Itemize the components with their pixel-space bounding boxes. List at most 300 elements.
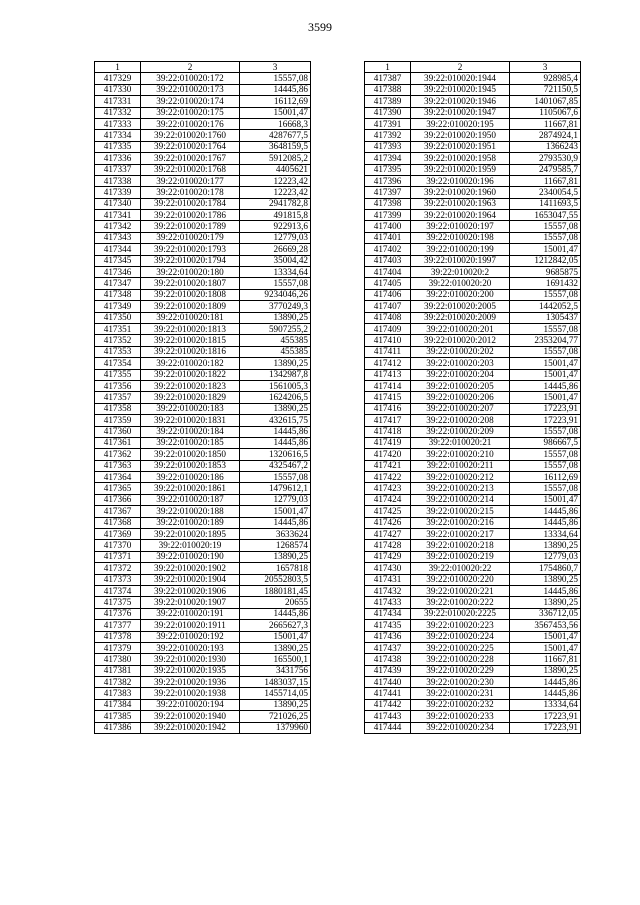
table-row: [95, 323, 311, 334]
value-cell: 1653047,55: [510, 210, 581, 221]
table-row: [365, 210, 581, 221]
cadastral-number-cell: 39:22:010020:228: [411, 654, 510, 665]
cadastral-number-cell: 39:22:010020:216: [411, 517, 510, 528]
table-row: [95, 540, 311, 551]
table-row: [365, 380, 581, 391]
table-row: [365, 267, 581, 278]
table-row: [95, 84, 311, 95]
table-row: [365, 665, 581, 676]
value-cell: 165500,1: [240, 654, 311, 665]
value-cell: 15557,08: [510, 323, 581, 334]
table-row: [95, 642, 311, 653]
cadastral-number-cell: 39:22:010020:189: [141, 517, 240, 528]
cadastral-number-cell: 39:22:010020:212: [411, 472, 510, 483]
cadastral-number-cell: 39:22:010020:1853: [141, 460, 240, 471]
row-number-cell: 417397: [365, 187, 411, 198]
table-row: [365, 403, 581, 414]
value-cell: 1880181,45: [240, 585, 311, 596]
row-number-cell: 417373: [95, 574, 141, 585]
cadastral-number-cell: 39:22:010020:1784: [141, 198, 240, 209]
row-number-cell: 417355: [95, 369, 141, 380]
cadastral-number-cell: 39:22:010020:1907: [141, 597, 240, 608]
table-row: [365, 153, 581, 164]
cadastral-number-cell: 39:22:010020:180: [141, 267, 240, 278]
value-cell: 721026,25: [240, 711, 311, 722]
cadastral-number-cell: 39:22:010020:185: [141, 437, 240, 448]
table-row: [365, 289, 581, 300]
row-number-cell: 417341: [95, 210, 141, 221]
table-row: [365, 529, 581, 540]
table-row: [95, 198, 311, 209]
value-cell: 1483037,15: [240, 677, 311, 688]
row-number-cell: 417363: [95, 460, 141, 471]
row-number-cell: 417382: [95, 677, 141, 688]
cadastral-number-cell: 39:22:010020:20: [411, 278, 510, 289]
table-row: [365, 415, 581, 426]
table-row: [365, 358, 581, 369]
cadastral-number-cell: 39:22:010020:181: [141, 312, 240, 323]
table-row: [365, 141, 581, 152]
table-row: [365, 677, 581, 688]
cadastral-number-cell: 39:22:010020:1813: [141, 323, 240, 334]
value-cell: 1105067,6: [510, 107, 581, 118]
right-table-body: [365, 62, 581, 734]
value-cell: 15001,47: [510, 392, 581, 403]
table-row: [365, 585, 581, 596]
table-row: [365, 96, 581, 107]
row-number-cell: 417389: [365, 96, 411, 107]
cadastral-number-cell: 39:22:010020:204: [411, 369, 510, 380]
table-row: [365, 711, 581, 722]
row-number-cell: 417374: [95, 585, 141, 596]
cadastral-number-cell: 39:22:010020:1944: [411, 73, 510, 84]
cadastral-number-cell: 39:22:010020:1960: [411, 187, 510, 198]
value-cell: 1379960: [240, 722, 311, 733]
table-row: [95, 312, 311, 323]
value-cell: 922913,6: [240, 221, 311, 232]
value-cell: 13890,25: [240, 403, 311, 414]
table-row: [95, 210, 311, 221]
value-cell: 17223,91: [510, 415, 581, 426]
cadastral-number-cell: 39:22:010020:198: [411, 232, 510, 243]
row-number-cell: 417398: [365, 198, 411, 209]
row-number-cell: 417411: [365, 346, 411, 357]
row-number-cell: 417444: [365, 722, 411, 733]
value-cell: 336712,05: [510, 608, 581, 619]
table-row: [365, 255, 581, 266]
cadastral-number-cell: 39:22:010020:1764: [141, 141, 240, 152]
value-cell: 1366243: [510, 141, 581, 152]
cadastral-number-cell: 39:22:010020:194: [141, 699, 240, 710]
table-row: [95, 301, 311, 312]
table-row: [95, 289, 311, 300]
cadastral-number-cell: 39:22:010020:223: [411, 620, 510, 631]
value-cell: 2793530,9: [510, 153, 581, 164]
cadastral-number-cell: 39:22:010020:177: [141, 175, 240, 186]
table-row: [365, 323, 581, 334]
cadastral-number-cell: 39:22:010020:1809: [141, 301, 240, 312]
table-row: [365, 107, 581, 118]
value-cell: 2665627,3: [240, 620, 311, 631]
value-cell: 14445,86: [510, 585, 581, 596]
table-row: [365, 494, 581, 505]
table-header-row: [365, 62, 581, 73]
cadastral-number-cell: 39:22:010020:1789: [141, 221, 240, 232]
value-cell: 455385: [240, 335, 311, 346]
table-row: [95, 278, 311, 289]
row-number-cell: 417403: [365, 255, 411, 266]
cadastral-number-cell: 39:22:010020:1808: [141, 289, 240, 300]
row-number-cell: 417434: [365, 608, 411, 619]
value-cell: 1212842,05: [510, 255, 581, 266]
cadastral-number-cell: 39:22:010020:199: [411, 244, 510, 255]
row-number-cell: 417395: [365, 164, 411, 175]
cadastral-number-cell: 39:22:010020:191: [141, 608, 240, 619]
row-number-cell: 417416: [365, 403, 411, 414]
table-row: [95, 722, 311, 733]
cadastral-number-cell: 39:22:010020:202: [411, 346, 510, 357]
table-row: [95, 608, 311, 619]
value-cell: 14445,86: [510, 688, 581, 699]
row-number-cell: 417329: [95, 73, 141, 84]
row-number-cell: 417432: [365, 585, 411, 596]
row-number-cell: 417435: [365, 620, 411, 631]
table-row: [95, 620, 311, 631]
cadastral-number-cell: 39:22:010020:196: [411, 175, 510, 186]
table-row: [365, 574, 581, 585]
value-cell: 1268574: [240, 540, 311, 551]
row-number-cell: 417365: [95, 483, 141, 494]
row-number-cell: 417380: [95, 654, 141, 665]
value-cell: 3567453,56: [510, 620, 581, 631]
value-cell: 14445,86: [240, 608, 311, 619]
cadastral-number-cell: 39:22:010020:211: [411, 460, 510, 471]
row-number-cell: 417361: [95, 437, 141, 448]
row-number-cell: 417425: [365, 506, 411, 517]
value-cell: 3648159,5: [240, 141, 311, 152]
row-number-cell: 417427: [365, 529, 411, 540]
value-cell: 2479585,7: [510, 164, 581, 175]
cadastral-number-cell: 39:22:010020:214: [411, 494, 510, 505]
cadastral-number-cell: 39:22:010020:178: [141, 187, 240, 198]
cadastral-number-cell: 39:22:010020:203: [411, 358, 510, 369]
table-row: [365, 187, 581, 198]
row-number-cell: 417345: [95, 255, 141, 266]
cadastral-number-cell: 39:22:010020:1930: [141, 654, 240, 665]
row-number-cell: 417400: [365, 221, 411, 232]
row-number-cell: 417426: [365, 517, 411, 528]
cadastral-number-cell: 39:22:010020:1935: [141, 665, 240, 676]
table-row: [95, 688, 311, 699]
table-row: [95, 654, 311, 665]
table-row: [365, 699, 581, 710]
row-number-cell: 417333: [95, 118, 141, 129]
value-cell: 14445,86: [240, 517, 311, 528]
value-cell: 1624206,5: [240, 392, 311, 403]
row-number-cell: 417370: [95, 540, 141, 551]
cadastral-number-cell: 39:22:010020:1767: [141, 153, 240, 164]
cadastral-number-cell: 39:22:010020:2009: [411, 312, 510, 323]
value-cell: 13890,25: [510, 574, 581, 585]
cadastral-number-cell: 39:22:010020:22: [411, 563, 510, 574]
table-row: [365, 460, 581, 471]
cadastral-number-cell: 39:22:010020:1829: [141, 392, 240, 403]
cadastral-number-cell: 39:22:010020:1938: [141, 688, 240, 699]
cadastral-number-cell: 39:22:010020:232: [411, 699, 510, 710]
cadastral-number-cell: 39:22:010020:1963: [411, 198, 510, 209]
value-cell: 15557,08: [510, 289, 581, 300]
value-cell: 986667,5: [510, 437, 581, 448]
row-number-cell: 417346: [95, 267, 141, 278]
row-number-cell: 417357: [95, 392, 141, 403]
row-number-cell: 417438: [365, 654, 411, 665]
row-number-cell: 417443: [365, 711, 411, 722]
value-cell: 15001,47: [510, 494, 581, 505]
table-row: [95, 677, 311, 688]
row-number-cell: 417386: [95, 722, 141, 733]
value-cell: 15557,08: [510, 460, 581, 471]
value-cell: 9234046,26: [240, 289, 311, 300]
cadastral-number-cell: 39:22:010020:219: [411, 551, 510, 562]
cadastral-number-cell: 39:22:010020:225: [411, 642, 510, 653]
cadastral-number-cell: 39:22:010020:1794: [141, 255, 240, 266]
row-number-cell: 417401: [365, 232, 411, 243]
row-number-cell: 417360: [95, 426, 141, 437]
cadastral-number-cell: 39:22:010020:205: [411, 380, 510, 391]
cadastral-number-cell: 39:22:010020:176: [141, 118, 240, 129]
row-number-cell: 417340: [95, 198, 141, 209]
table-row: [95, 711, 311, 722]
table-row: [365, 472, 581, 483]
value-cell: 13890,25: [240, 642, 311, 653]
value-cell: 5912085,2: [240, 153, 311, 164]
table-row: [95, 380, 311, 391]
table-row: [365, 540, 581, 551]
row-number-cell: 417429: [365, 551, 411, 562]
row-number-cell: 417356: [95, 380, 141, 391]
table-row: [95, 107, 311, 118]
row-number-cell: 417412: [365, 358, 411, 369]
row-number-cell: 417337: [95, 164, 141, 175]
row-number-cell: 417367: [95, 506, 141, 517]
cadastral-number-cell: 39:22:010020:213: [411, 483, 510, 494]
row-number-cell: 417344: [95, 244, 141, 255]
cadastral-number-cell: 39:22:010020:224: [411, 631, 510, 642]
value-cell: 11667,81: [510, 175, 581, 186]
row-number-cell: 417347: [95, 278, 141, 289]
row-number-cell: 417441: [365, 688, 411, 699]
value-cell: 13890,25: [240, 699, 311, 710]
column-header: 1: [365, 62, 411, 73]
cadastral-number-cell: 39:22:010020:19: [141, 540, 240, 551]
value-cell: 13890,25: [240, 312, 311, 323]
row-number-cell: 417336: [95, 153, 141, 164]
value-cell: 15001,47: [240, 107, 311, 118]
table-row: [365, 301, 581, 312]
row-number-cell: 417350: [95, 312, 141, 323]
table-row: [95, 563, 311, 574]
row-number-cell: 417351: [95, 323, 141, 334]
row-number-cell: 417409: [365, 323, 411, 334]
row-number-cell: 417393: [365, 141, 411, 152]
table-row: [365, 688, 581, 699]
row-number-cell: 417410: [365, 335, 411, 346]
value-cell: 16112,69: [240, 96, 311, 107]
table-row: [365, 335, 581, 346]
value-cell: 4405621: [240, 164, 311, 175]
table-row: [365, 483, 581, 494]
value-cell: 15557,08: [510, 426, 581, 437]
row-number-cell: 417387: [365, 73, 411, 84]
cadastral-number-cell: 39:22:010020:21: [411, 437, 510, 448]
value-cell: 35004,42: [240, 255, 311, 266]
value-cell: 16112,69: [510, 472, 581, 483]
row-number-cell: 417343: [95, 232, 141, 243]
row-number-cell: 417349: [95, 301, 141, 312]
row-number-cell: 417390: [365, 107, 411, 118]
value-cell: 12779,03: [240, 232, 311, 243]
table-row: [365, 722, 581, 733]
cadastral-number-cell: 39:22:010020:1951: [411, 141, 510, 152]
table-row: [365, 392, 581, 403]
table-row: [95, 506, 311, 517]
table-row: [365, 346, 581, 357]
row-number-cell: 417372: [95, 563, 141, 574]
row-number-cell: 417339: [95, 187, 141, 198]
cadastral-number-cell: 39:22:010020:1823: [141, 380, 240, 391]
table-row: [365, 642, 581, 653]
table-row: [365, 517, 581, 528]
table-row: [95, 346, 311, 357]
value-cell: 13890,25: [240, 551, 311, 562]
value-cell: 15557,08: [240, 73, 311, 84]
value-cell: 14445,86: [240, 437, 311, 448]
cadastral-number-cell: 39:22:010020:1816: [141, 346, 240, 357]
table-row: [95, 255, 311, 266]
table-row: [95, 369, 311, 380]
cadastral-number-cell: 39:22:010020:1906: [141, 585, 240, 596]
value-cell: 11667,81: [510, 654, 581, 665]
row-number-cell: 417420: [365, 449, 411, 460]
cadastral-number-cell: 39:22:010020:230: [411, 677, 510, 688]
value-cell: 3770249,3: [240, 301, 311, 312]
table-row: [365, 130, 581, 141]
value-cell: 1691432: [510, 278, 581, 289]
row-number-cell: 417419: [365, 437, 411, 448]
value-cell: 1401067,85: [510, 96, 581, 107]
table-row: [365, 620, 581, 631]
row-number-cell: 417385: [95, 711, 141, 722]
table-row: [95, 392, 311, 403]
cadastral-number-cell: 39:22:010020:188: [141, 506, 240, 517]
cadastral-number-cell: 39:22:010020:183: [141, 403, 240, 414]
cadastral-number-cell: 39:22:010020:2005: [411, 301, 510, 312]
left-register-table: [94, 61, 311, 734]
value-cell: 15001,47: [510, 244, 581, 255]
value-cell: 2874924,1: [510, 130, 581, 141]
cadastral-number-cell: 39:22:010020:1959: [411, 164, 510, 175]
row-number-cell: 417406: [365, 289, 411, 300]
value-cell: 1411693,5: [510, 198, 581, 209]
table-row: [95, 164, 311, 175]
row-number-cell: 417413: [365, 369, 411, 380]
value-cell: 14445,86: [240, 84, 311, 95]
value-cell: 4325467,2: [240, 460, 311, 471]
cadastral-number-cell: 39:22:010020:182: [141, 358, 240, 369]
row-number-cell: 417440: [365, 677, 411, 688]
row-number-cell: 417431: [365, 574, 411, 585]
value-cell: 17223,91: [510, 711, 581, 722]
value-cell: 1657818: [240, 563, 311, 574]
cadastral-number-cell: 39:22:010020:174: [141, 96, 240, 107]
row-number-cell: 417404: [365, 267, 411, 278]
row-number-cell: 417436: [365, 631, 411, 642]
cadastral-number-cell: 39:22:010020:195: [411, 118, 510, 129]
row-number-cell: 417442: [365, 699, 411, 710]
row-number-cell: 417342: [95, 221, 141, 232]
table-row: [95, 529, 311, 540]
table-row: [365, 244, 581, 255]
cadastral-number-cell: 39:22:010020:1807: [141, 278, 240, 289]
value-cell: 13334,64: [510, 529, 581, 540]
column-header: 1: [95, 62, 141, 73]
table-row: [365, 426, 581, 437]
value-cell: 15001,47: [240, 506, 311, 517]
table-row: [95, 597, 311, 608]
table-row: [95, 335, 311, 346]
cadastral-number-cell: 39:22:010020:220: [411, 574, 510, 585]
table-row: [365, 175, 581, 186]
value-cell: 5907255,2: [240, 323, 311, 334]
value-cell: 1455714,05: [240, 688, 311, 699]
table-row: [365, 631, 581, 642]
row-number-cell: 417383: [95, 688, 141, 699]
cadastral-number-cell: 39:22:010020:206: [411, 392, 510, 403]
cadastral-number-cell: 39:22:010020:1902: [141, 563, 240, 574]
row-number-cell: 417332: [95, 107, 141, 118]
left-table-body: [95, 62, 311, 734]
column-header: 2: [411, 62, 510, 73]
table-row: [365, 84, 581, 95]
value-cell: 15001,47: [510, 631, 581, 642]
row-number-cell: 417338: [95, 175, 141, 186]
value-cell: 1442052,5: [510, 301, 581, 312]
table-header-row: [95, 62, 311, 73]
cadastral-number-cell: 39:22:010020:1831: [141, 415, 240, 426]
table-row: [365, 312, 581, 323]
table-row: [95, 73, 311, 84]
row-number-cell: 417430: [365, 563, 411, 574]
value-cell: 14445,86: [510, 517, 581, 528]
table-row: [365, 608, 581, 619]
table-row: [95, 426, 311, 437]
cadastral-number-cell: 39:22:010020:1895: [141, 529, 240, 540]
table-row: [95, 232, 311, 243]
cadastral-number-cell: 39:22:010020:221: [411, 585, 510, 596]
table-row: [365, 73, 581, 84]
row-number-cell: 417384: [95, 699, 141, 710]
row-number-cell: 417377: [95, 620, 141, 631]
value-cell: 17223,91: [510, 403, 581, 414]
row-number-cell: 417364: [95, 472, 141, 483]
cadastral-number-cell: 39:22:010020:1942: [141, 722, 240, 733]
cadastral-number-cell: 39:22:010020:222: [411, 597, 510, 608]
value-cell: 15557,08: [240, 278, 311, 289]
cadastral-number-cell: 39:22:010020:218: [411, 540, 510, 551]
row-number-cell: 417405: [365, 278, 411, 289]
cadastral-number-cell: 39:22:010020:1940: [141, 711, 240, 722]
value-cell: 1342987,8: [240, 369, 311, 380]
